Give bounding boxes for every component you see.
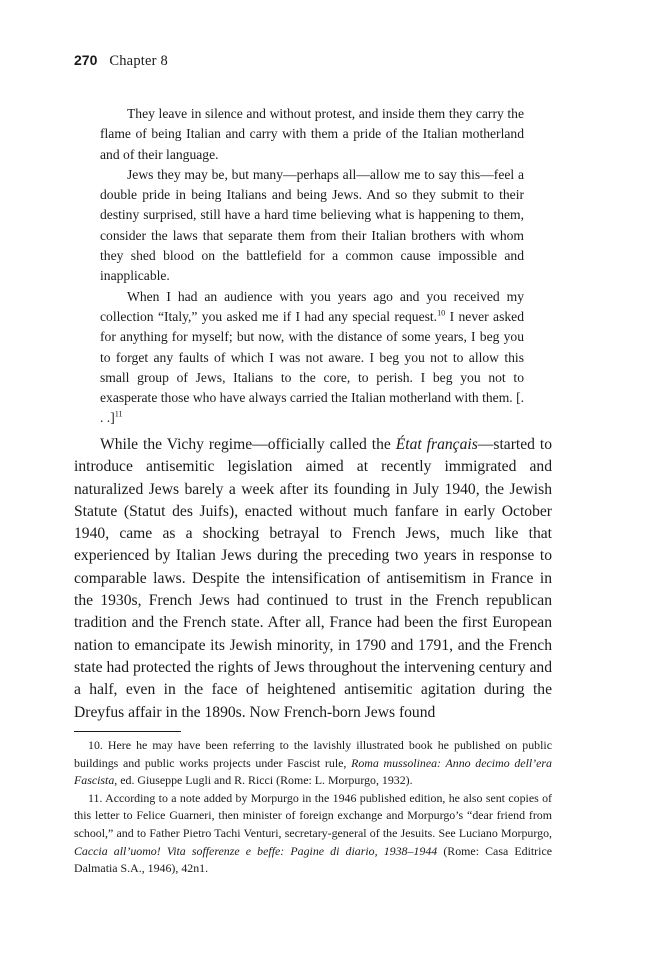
body-text (74, 434, 552, 724)
footnote-ref-11[interactable]: 11 (114, 409, 123, 419)
footnote-text: 11. According to a note added by Morpurgo in the 1946 published edition, he also sent copies of this letter to Felice Guarneri, then minister of foreign exchange and Morpurgo’s “dear friend from school,” and to Father Pietro Tachi Venturi, secretary-general of the Jesuits. See Luciano Morpurgo, (74, 790, 552, 840)
quote-text: When I had an audience with you years ago and you received my collection “Italy,” you asked me if I had any special request. (100, 288, 524, 324)
body-text-span: While the Vichy regime—officially called the (100, 436, 396, 453)
footnote-separator (74, 731, 181, 732)
block-quote (100, 104, 524, 429)
quote-paragraph: They leave in silence and without protest, and inside them they carry the flame of being Italian and carry with them a pride of the Italian motherland and of their language. (100, 106, 524, 162)
body-text-span: —started to introduce antisemitic legislation aimed at recently immigrated and naturalized Jews barely a week after its founding in July 1940, the Jewish Statute (Statut des Juifs), enacted without much fanfare in early October 1940, came as a shocking betrayal to French Jews, much like that experienced by Italian Jews during the preceding two years in response to comparable laws. Despite the intensification of antisemitism in France in the 1930s, French Jews had continued to trust in the French republican tradition and the French state. After all, France had been the first European nation to emancipate its Jewish minority, in 1790 and 1791, and the French state had protected the rights of Jews throughout the intervening century and a half, even in the face of heightened antisemitic agitation during the Dreyfus affair in the 1890s. Now French-born Jews found (74, 436, 553, 721)
quote-text: I never asked for anything for myself; but now, with the distance of some years, I beg you to forget any faults of which I was not aware. I beg you not to allow this small group of Jews, Italians to the core, to perish. I beg you not to exasperate those who have always carried the Italian motherland with them. [. . .] (100, 308, 524, 426)
quote-paragraph: Jews they may be, but many—perhaps all—allow me to say this—feel a double pride in being Italians and being Jews. And so they submit to their destiny surprised, still have a hard time believing what is happening to them, consider the laws that separate them from their Italian brothers with whom they shed blood on the battlefield for a common cause impossible and inapplicable. (100, 166, 524, 284)
footnotes (74, 737, 552, 878)
footnote-10 (74, 737, 552, 790)
footnote-text: 10. Here he may have been referring to the lavishly illustrated book he published on public buildings and public works projects under Fascist rule, (74, 738, 552, 770)
footnote-ref-10[interactable]: 10 (437, 308, 446, 318)
book-title: Caccia all’uomo! Vita sofferenze e beffe: Pagine di diario, 1938–1944 (74, 843, 438, 858)
etat-francais-italic: État français (395, 436, 478, 453)
footnote-text: , ed. Giuseppe Lugli and R. Ricci (Rome: L. Morpurgo, 1932). (114, 773, 413, 788)
footnote-text: (Rome: Casa Editrice Dalmatia S.A., 1946), 42n1. (74, 843, 552, 876)
page-number: 270 (74, 52, 98, 68)
quote-paragraph (100, 287, 524, 429)
running-head: Chapter 8 (109, 53, 168, 69)
book-title: Roma mussolinea: Anno decimo dell’era Fascista (74, 755, 552, 788)
running-header (74, 52, 168, 70)
body-paragraph (74, 434, 552, 724)
footnote-11 (74, 790, 552, 878)
